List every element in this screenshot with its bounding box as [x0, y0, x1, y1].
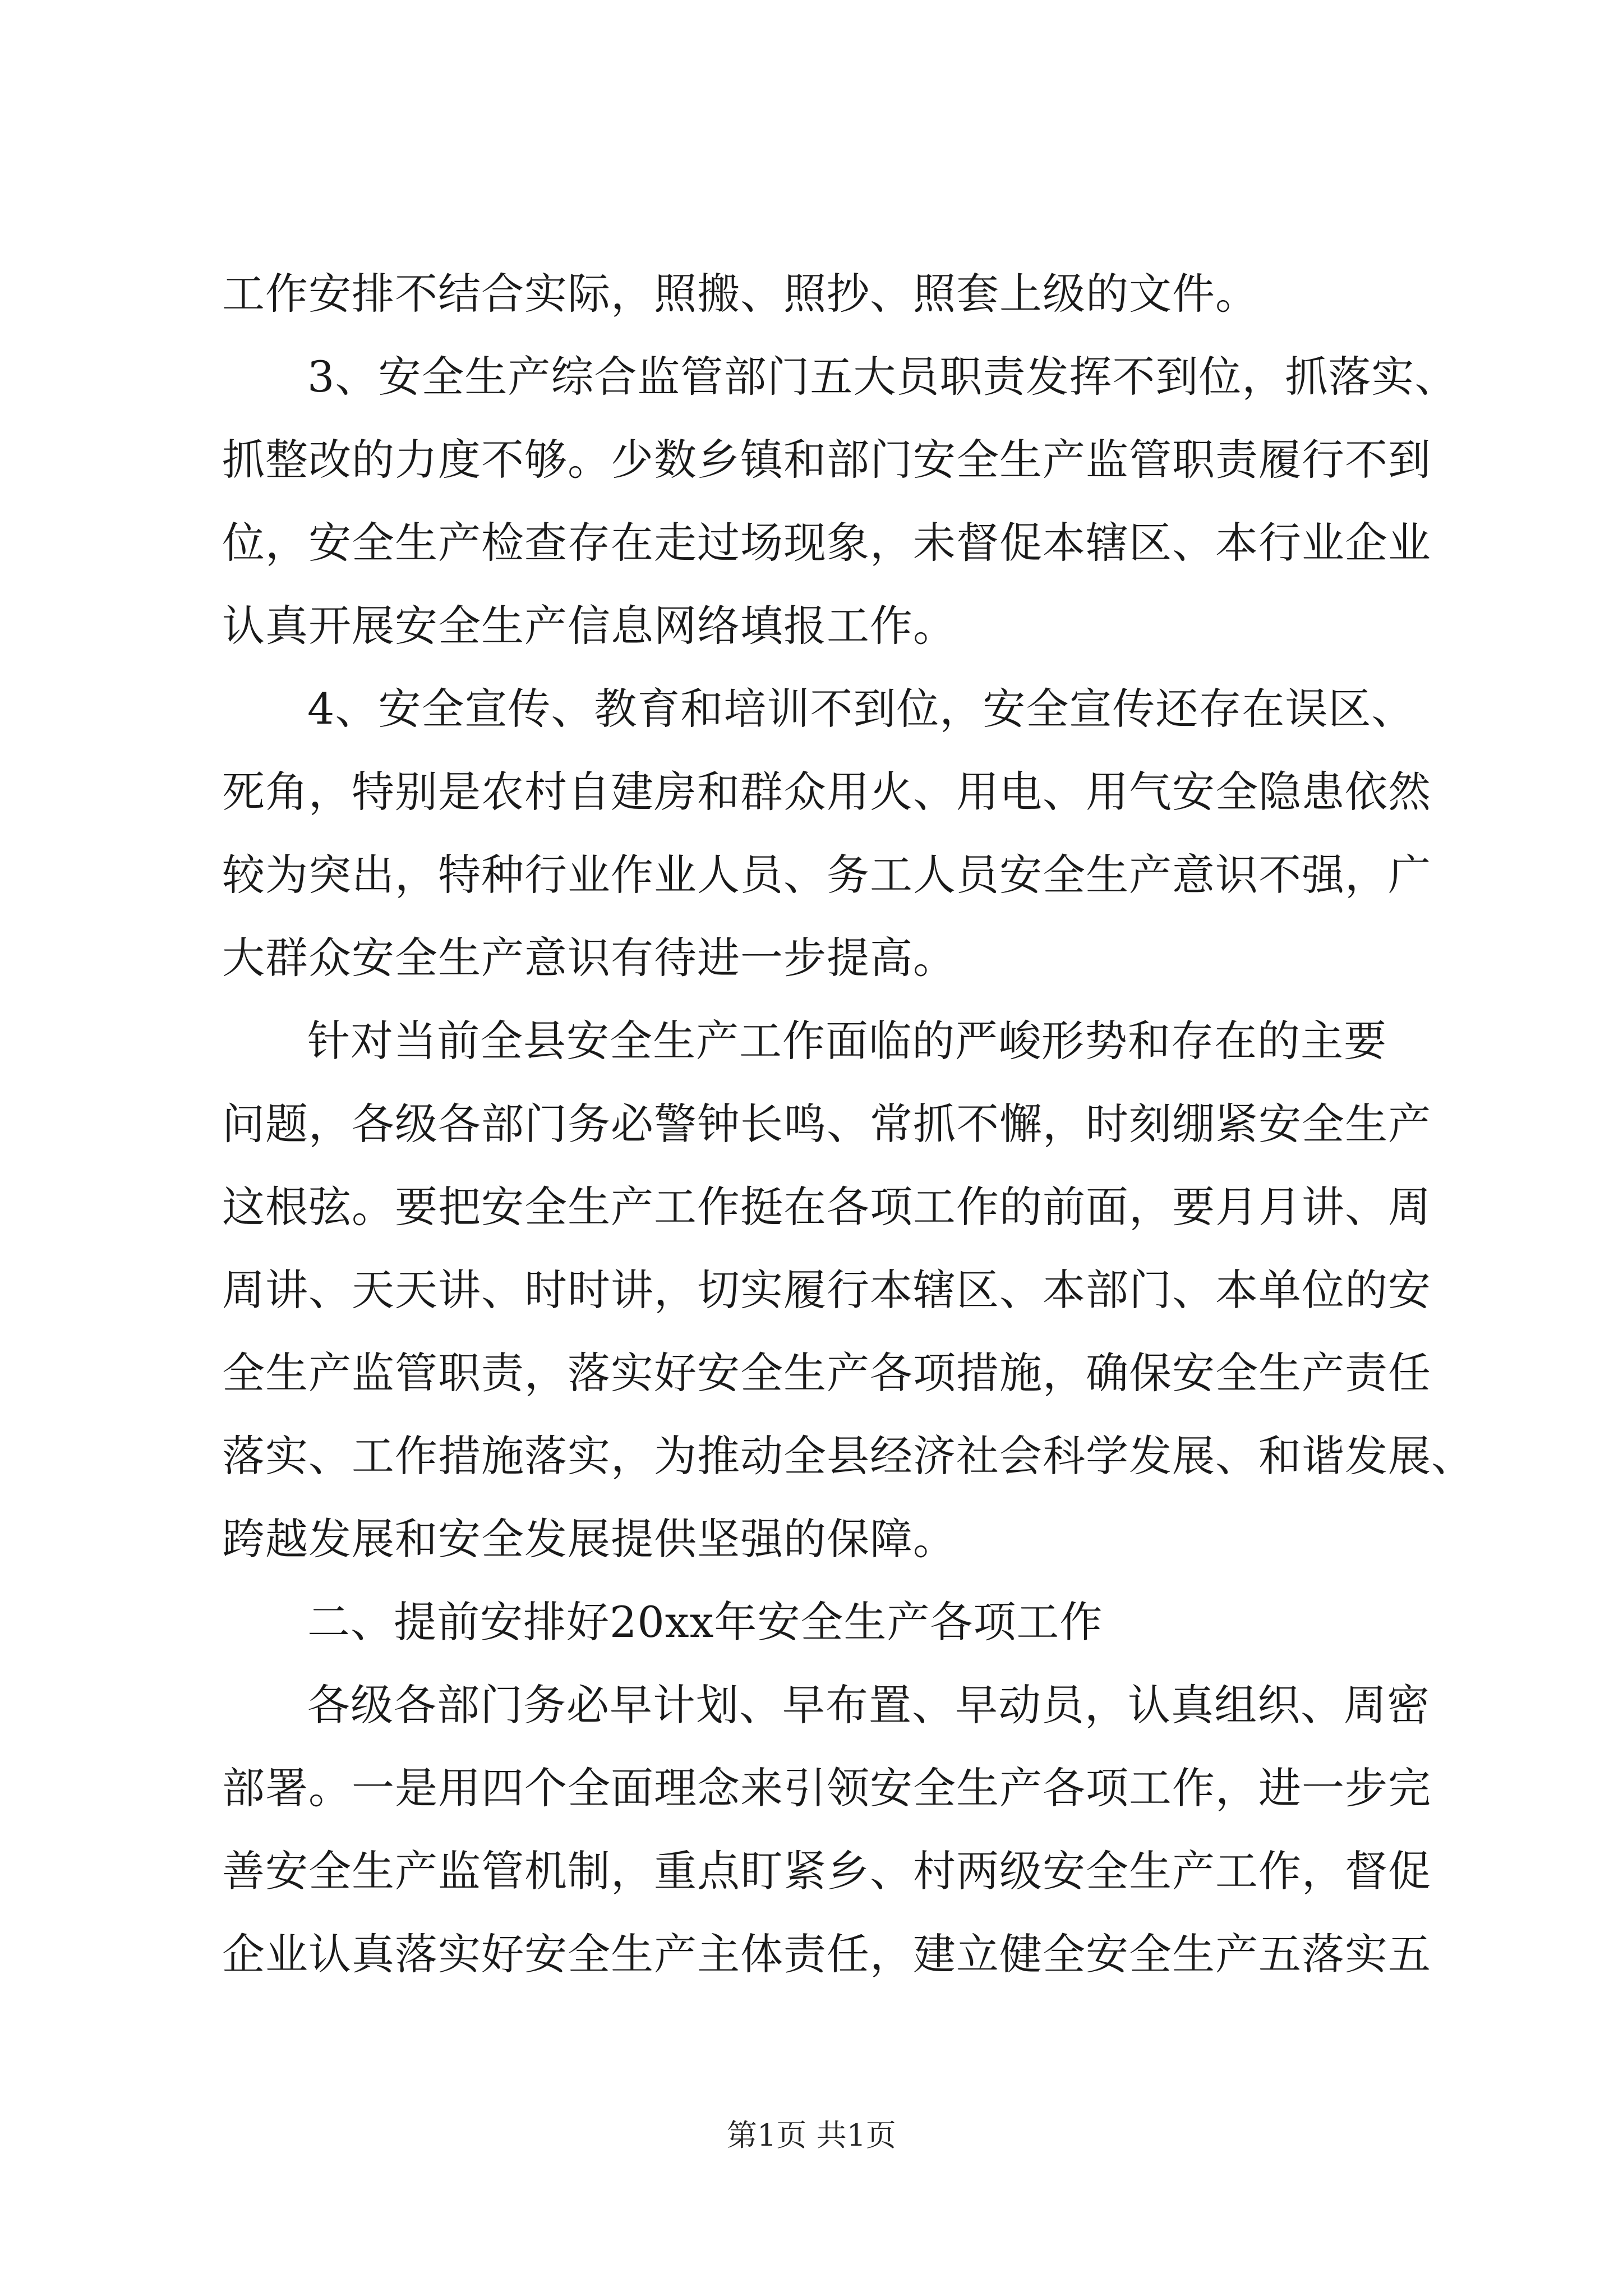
text-line: 各级各部门务必早计划、早布置、早动员，认真组织、周密 — [307, 1680, 1430, 1730]
text-line: 位，安全生产检查存在走过场现象，未督促本辖区、本行业企业 — [222, 518, 1431, 568]
text-line: 善安全生产监管机制，重点盯紧乡、村两级安全生产工作，督促 — [222, 1846, 1431, 1896]
text-line: 3、安全生产综合监管部门五大员职责发挥不到位，抓落实、 — [307, 352, 1458, 402]
page-footer: 第1页 共1页 — [727, 2118, 896, 2153]
text-line: 抓整改的力度不够。少数乡镇和部门安全生产监管职责履行不到 — [222, 435, 1431, 485]
text-line: 落实、工作措施落实，为推动全县经济社会科学发展、和谐发展、 — [222, 1431, 1474, 1481]
text-line: 周讲、天天讲、时时讲，切实履行本辖区、本部门、本单位的安 — [222, 1265, 1431, 1315]
text-line: 跨越发展和安全发展提供坚强的保障。 — [222, 1514, 956, 1564]
text-line: 这根弦。要把安全生产工作挺在各项工作的前面，要月月讲、周 — [222, 1182, 1431, 1232]
document-body — [222, 252, 1474, 1996]
text-line: 部署。一是用四个全面理念来引领安全生产各项工作，进一步完 — [222, 1763, 1431, 1813]
text-line: 工作安排不结合实际，照搬、照抄、照套上级的文件。 — [222, 269, 1258, 319]
text-line: 全生产监管职责，落实好安全生产各项措施，确保安全生产责任 — [222, 1348, 1431, 1398]
text-line: 死角，特别是农村自建房和群众用火、用电、用气安全隐患依然 — [222, 767, 1431, 817]
text-line: 针对当前全县安全生产工作面临的严峻形势和存在的主要 — [307, 1016, 1387, 1066]
text-line: 企业认真落实好安全生产主体责任，建立健全安全生产五落实五 — [222, 1929, 1431, 1979]
text-line: 较为突出，特种行业作业人员、务工人员安全生产意识不强，广 — [222, 850, 1431, 900]
text-line: 大群众安全生产意识有待进一步提高。 — [222, 933, 956, 983]
text-line: 认真开展安全生产信息网络填报工作。 — [222, 601, 956, 651]
text-line: 二、提前安排好20xx年安全生产各项工作 — [307, 1597, 1103, 1647]
text-line: 问题，各级各部门务必警钟长鸣、常抓不懈，时刻绷紧安全生产 — [222, 1099, 1431, 1149]
text-line: 4、安全宣传、教育和培训不到位，安全宣传还存在误区、 — [307, 684, 1415, 734]
